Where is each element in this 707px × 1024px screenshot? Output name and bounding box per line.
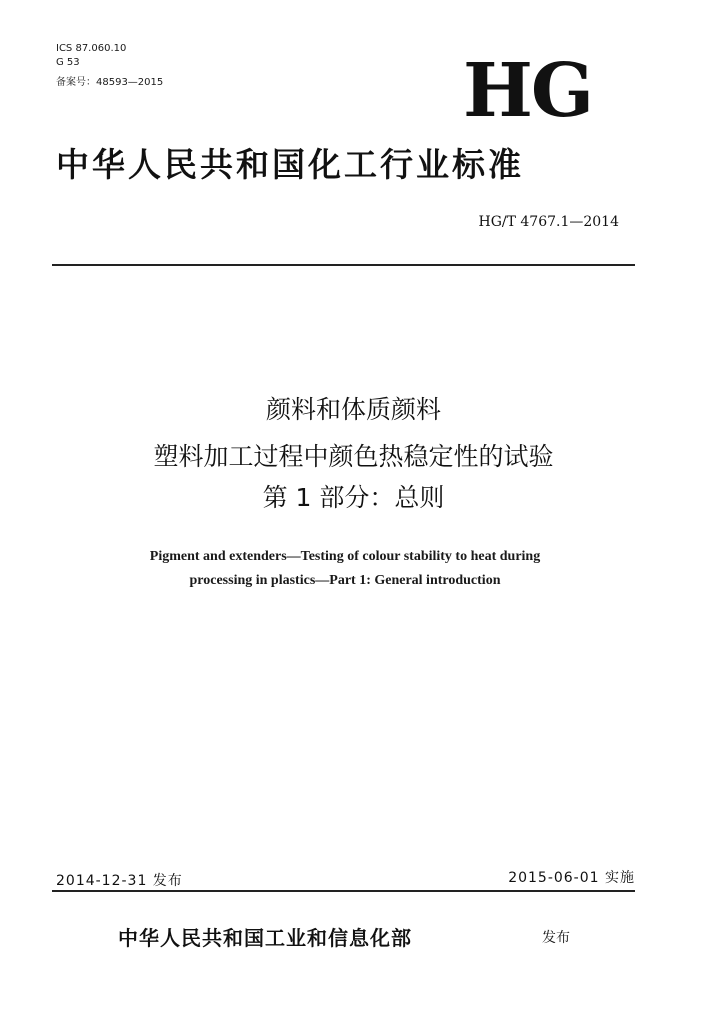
title-zh-line3: 第 1 部分：总则: [262, 483, 445, 512]
publisher-name: 中华人民共和国工业和信息化部: [118, 926, 412, 950]
implementation-date: 2015-06-01 实施: [508, 870, 635, 886]
title-en-line2: processing in plastics—Part 1: General introduction: [189, 573, 501, 588]
ccs-code: G 53: [56, 57, 80, 68]
footer-divider: [52, 890, 635, 892]
title-zh-line1: 颜料和体质颜料: [265, 395, 441, 424]
title-zh-line2: 塑料加工过程中颜色热稳定性的试验: [153, 442, 554, 471]
ics-code: ICS 87.060.10: [56, 43, 127, 54]
hg-logo: HG: [463, 48, 593, 134]
header-divider: [52, 264, 635, 266]
issue-date: 2014-12-31 发布: [56, 873, 183, 889]
publisher-suffix: 发布: [542, 930, 570, 946]
filing-number: 备案号：48593—2015: [56, 77, 164, 88]
title-en-line1: Pigment and extenders—Testing of colour stability to heat during: [149, 549, 541, 564]
standard-header: 中华人民共和国化工行业标准: [56, 145, 524, 184]
standard-number: HG/T 4767.1—2014: [478, 214, 619, 230]
